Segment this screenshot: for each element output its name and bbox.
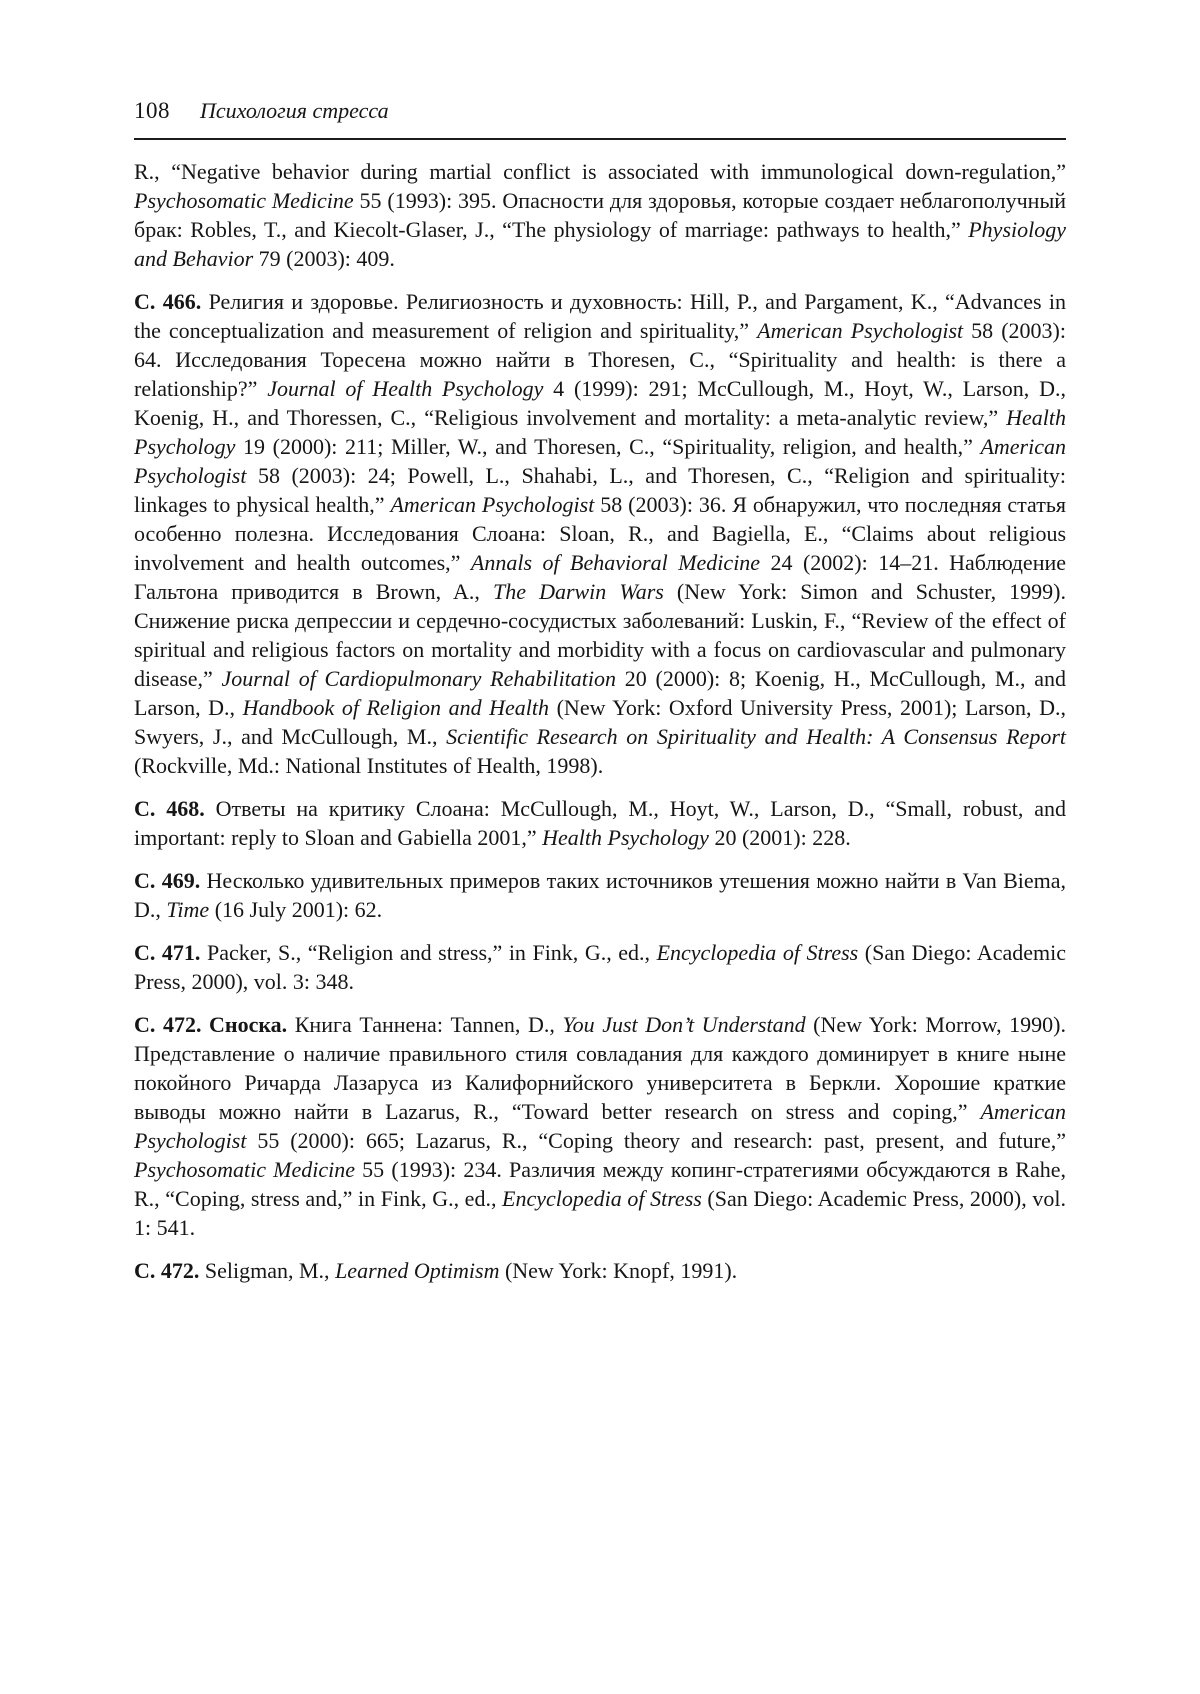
text-run: Книга Таннена: Tannen, D., — [287, 1012, 563, 1037]
italic-run: Health Psychology — [542, 825, 709, 850]
paragraph — [134, 157, 1066, 273]
text-run: Packer, S., “Religion and stress,” in Fink, G., ed., — [200, 940, 657, 965]
paragraph — [134, 794, 1066, 852]
paragraph — [134, 1010, 1066, 1242]
text-run: 55 (2000): 665; Lazarus, R., “Coping theory and research: past, present, and future,” — [246, 1128, 1066, 1153]
page-body — [134, 157, 1066, 1285]
text-run: 24 (2002): 14–21. Наблюдение Гальтона приводится в Brown, A., — [134, 550, 1067, 604]
italic-run: American Psychologist — [757, 318, 964, 343]
text-run: (Rockville, Md.: National Institutes of Health, 1998). — [134, 753, 604, 778]
text-run: (San Diego: Academic Press, 2000), vol. 1: 541. — [134, 1186, 1066, 1240]
text-run: R., “Negative behavior during martial conflict is associated with immunological down-regulation,” — [134, 159, 1066, 184]
bold-run: С. 466. — [134, 289, 202, 314]
text-run: 55 (1993): 234. Различия между копинг-стратегиями обсуждаются в Rahe, R., “Coping, stress and,” in Fink, G., ed., — [134, 1157, 1067, 1211]
text-run: 58 (2003): 36. Я обнаружил, что последняя статья особенно полезна. Исследования Слоана: Sloan, R., and Bagiella, E., “Claims about religious involvement and health outcomes,” — [134, 492, 1066, 575]
italic-run: Annals of Behavioral Medicine — [470, 550, 761, 575]
text-run: 79 (2003): 409. — [253, 246, 395, 271]
text-run: 20 (2001): 228. — [708, 825, 851, 850]
bold-run: С. 469. — [134, 868, 201, 893]
italic-run: Scientific Research on Spirituality and Health: A Consensus Report — [446, 724, 1066, 749]
paragraph — [134, 287, 1066, 780]
italic-run: Encyclopedia of Stress — [656, 940, 859, 965]
bold-run: С. 472. Сноска. — [134, 1012, 288, 1037]
text-run: (New York: Oxford University Press, 2001); Larson, D., Swyers, J., and McCullough, M., — [134, 695, 1066, 749]
italic-run: American Psychologist — [134, 434, 1066, 488]
italic-run: Physiology and Behavior — [134, 217, 1066, 271]
running-head — [134, 98, 1066, 140]
text-run: 55 (1993): 395. Опасности для здоровья, которые создает неблагополучный брак: Robles, T., and Kiecolt-Glaser, J., “The physiology of marriage: pathways to health,” — [134, 188, 1066, 242]
bold-run: С. 471. — [134, 940, 201, 965]
text-run: Религия и здоровье. Религиозность и духовность: Hill, P., and Pargament, K., “Advances in the conceptualization and measurement of religion and spirituality,” — [134, 289, 1066, 343]
italic-run: American Psychologist — [390, 492, 595, 517]
paragraph — [134, 1256, 1066, 1285]
text-run: (New York: Morrow, 1990). Представление о наличие правильного стиля совладания для каждого доминирует в книге ныне покойного Ричарда Лазаруса из Калифорнийского университета в Беркли. Хорошие краткие выводы можно найти в Lazarus, R., “Toward better research on stress and coping,” — [134, 1012, 1066, 1124]
italic-run: Psychosomatic Medicine — [134, 1157, 355, 1182]
text-run: Несколько удивительных примеров таких источников утешения можно найти в Van Biema, D., — [134, 868, 1067, 922]
italic-run: Health Psychology — [134, 405, 1066, 459]
bold-run: С. 468. — [134, 796, 205, 821]
text-run: (16 July 2001): 62. — [209, 897, 383, 922]
text-run: 4 (1999): 291; McCullough, M., Hoyt, W., Larson, D., Koenig, H., and Thoressen, C., “Religious involvement and mortality: a meta-analytic review,” — [134, 376, 1066, 430]
italic-run: Journal of Health Psychology — [267, 376, 544, 401]
text-run: Ответы на критику Слоана: McCullough, M., Hoyt, W., Larson, D., “Small, robust, and important: reply to Sloan and Gabiella 2001,” — [134, 796, 1067, 850]
italic-run: Psychosomatic Medicine — [134, 188, 354, 213]
text-run: 58 (2003): 64. Исследования Торесена можно найти в Thoresen, C., “Spirituality and health: is there a relationship?” — [134, 318, 1066, 401]
text-run: (New York: Knopf, 1991). — [499, 1258, 738, 1283]
text-run: 20 (2000): 8; Koenig, H., McCullough, M., and Larson, D., — [134, 666, 1066, 720]
italic-run: Learned Optimism — [335, 1258, 500, 1283]
italic-run: American Psychologist — [134, 1099, 1066, 1153]
italic-run: Handbook of Religion and Health — [242, 695, 550, 720]
paragraph — [134, 866, 1066, 924]
text-run: (San Diego: Academic Press, 2000), vol. 3: 348. — [134, 940, 1066, 994]
italic-run: Encyclopedia of Stress — [502, 1186, 702, 1211]
page-content — [134, 98, 1066, 1285]
text-run: 58 (2003): 24; Powell, L., Shahabi, L., and Thoresen, C., “Religion and spirituality: linkages to physical health,” — [134, 463, 1066, 517]
text-run: Seligman, M., — [199, 1258, 336, 1283]
paragraph — [134, 938, 1066, 996]
italic-run: The Darwin Wars — [492, 579, 664, 604]
italic-run: You Just Don’t Understand — [562, 1012, 806, 1037]
running-title: Психология стресса — [200, 98, 389, 123]
page-number: 108 — [134, 98, 170, 123]
bold-run: С. 472. — [134, 1258, 200, 1283]
text-run: 19 (2000): 211; Miller, W., and Thoresen, C., “Spirituality, religion, and health,” — [235, 434, 981, 459]
italic-run: Journal of Cardiopulmonary Rehabilitation — [221, 666, 617, 691]
text-run: (New York: Simon and Schuster, 1999). Снижение риска депрессии и сердечно-сосудистых заболеваний: Luskin, F., “Review of the effect of spiritual and religious factors on mortality and morbidity with a focus on cardiovascular and pulmonary disease,” — [134, 579, 1066, 691]
italic-run: Time — [166, 897, 210, 922]
